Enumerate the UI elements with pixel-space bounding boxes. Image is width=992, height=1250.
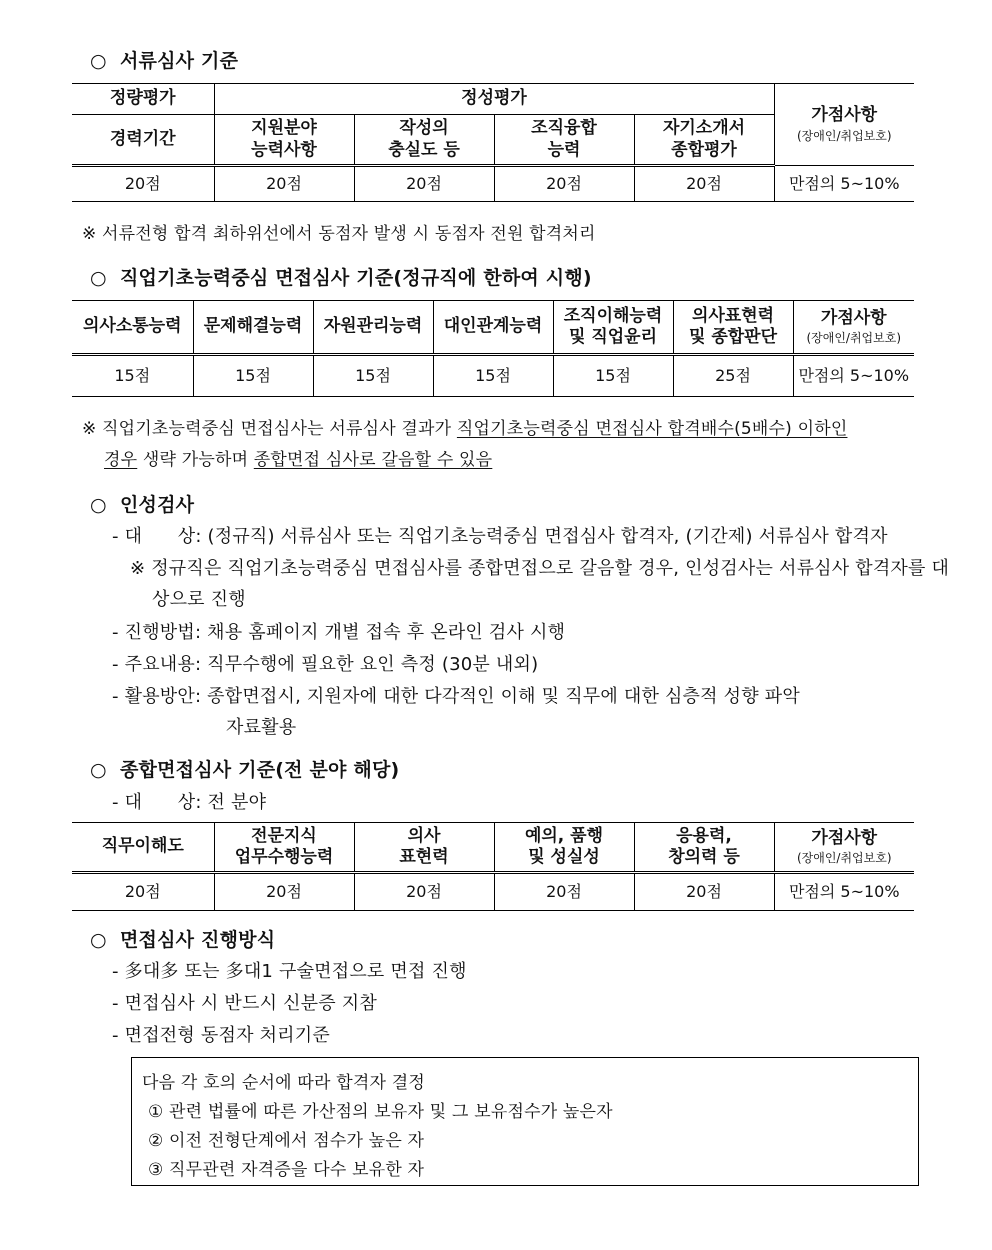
circle-bullet-icon: ○ <box>90 929 107 951</box>
score-cell: 20점 <box>214 873 354 911</box>
header-problem-solving: 문제해결능력 <box>193 301 313 355</box>
personality-target-note1: ※ 정규직은 직업기초능력중심 면접심사를 종합면접으로 갈음할 경우, 인성검사는 서류심사 합격자를 대 <box>130 558 950 579</box>
bonus-score-cell: 만점의 5~10% <box>774 873 914 911</box>
header-resource-mgmt: 자원관리능력 <box>313 301 433 355</box>
header-ability: 지원분야 능력사항 <box>214 115 354 166</box>
ncs-note-line2: 경우 생략 가능하며 종합면접 심사로 갈음할 수 있음 <box>104 450 493 470</box>
bonus-score-cell: 만점의 5~10% <box>793 355 914 397</box>
bonus-score-cell: 만점의 5~10% <box>774 166 914 202</box>
header-career: 경력기간 <box>72 115 214 166</box>
section-heading-general-interview: ○ 종합면접심사 기준(전 분야 해당) <box>90 759 400 781</box>
score-cell: 15점 <box>553 355 673 397</box>
header-bonus: 가점사항 (장애인/취업보호) <box>774 823 914 873</box>
interview-method-item: - 면접심사 시 반드시 신분증 지참 <box>112 993 377 1014</box>
score-cell: 20점 <box>494 873 634 911</box>
ncs-interview-table <box>72 300 914 397</box>
header-fidelity: 작성의 충실도 등 <box>354 115 494 166</box>
section-heading-personality-test: ○ 인성검사 <box>90 494 195 516</box>
tie-break-rule: ① 관련 법률에 따른 가산점의 보유자 및 그 보유점수가 높은자 <box>148 1102 613 1122</box>
header-org-understanding: 조직이해능력 및 직업윤리 <box>553 301 673 355</box>
header-creativity: 응용력, 창의력 등 <box>634 823 774 873</box>
header-manners: 예의, 품행 및 성실성 <box>494 823 634 873</box>
tie-break-rules-box <box>131 1057 919 1186</box>
score-cell: 20점 <box>72 166 214 202</box>
header-expression: 의사 표현력 <box>354 823 494 873</box>
header-org-fit: 조직융합 능력 <box>494 115 634 166</box>
header-self-intro: 자기소개서 종합평가 <box>634 115 774 166</box>
circle-bullet-icon: ○ <box>90 50 107 72</box>
interview-method-item: - 多대多 또는 多대1 구술면접으로 면접 진행 <box>112 961 467 982</box>
score-cell: 20점 <box>634 873 774 911</box>
personality-target-note2: 상으로 진행 <box>152 589 246 610</box>
tie-break-title: 다음 각 호의 순서에 따라 합격자 결정 <box>142 1073 425 1093</box>
header-qualitative: 정성평가 <box>214 84 774 115</box>
personality-content: - 주요내용: 직무수행에 필요한 요인 측정 (30분 내외) <box>112 654 539 675</box>
header-bonus: 가점사항 (장애인/취업보호) <box>793 301 914 355</box>
header-expression: 의사표현력 및 종합판단 <box>673 301 793 355</box>
general-interview-target: - 대 상: 전 분야 <box>112 792 267 813</box>
personality-method: - 진행방법: 채용 홈페이지 개별 접속 후 온라인 검사 시행 <box>112 622 566 643</box>
score-cell: 15점 <box>72 355 193 397</box>
header-bonus: 가점사항 (장애인/취업보호) <box>774 84 914 166</box>
score-cell: 20점 <box>354 873 494 911</box>
score-cell: 15점 <box>193 355 313 397</box>
tie-break-rule: ② 이전 전형단계에서 점수가 높은 자 <box>148 1131 425 1151</box>
score-cell: 20점 <box>214 166 354 202</box>
header-interpersonal: 대인관계능력 <box>433 301 553 355</box>
personality-usage1: - 활용방안: 종합면접시, 지원자에 대한 다각적인 이해 및 직무에 대한 심층적 성향 파악 <box>112 686 800 707</box>
score-cell: 20점 <box>494 166 634 202</box>
score-cell: 25점 <box>673 355 793 397</box>
document-review-table <box>72 83 914 202</box>
section-heading-ncs-interview: ○ 직업기초능력중심 면접심사 기준(정규직에 한하여 시행) <box>90 267 592 289</box>
header-communication: 의사소통능력 <box>72 301 193 355</box>
score-cell: 15점 <box>433 355 553 397</box>
header-job-understanding: 직무이해도 <box>72 823 214 873</box>
score-cell: 20점 <box>354 166 494 202</box>
circle-bullet-icon: ○ <box>90 759 107 781</box>
section-heading-document-review: ○ 서류심사 기준 <box>90 50 239 72</box>
personality-usage2: 자료활용 <box>226 717 297 738</box>
tie-break-rule: ③ 직무관련 자격증을 다수 보유한 자 <box>148 1160 425 1180</box>
circle-bullet-icon: ○ <box>90 267 107 289</box>
circle-bullet-icon: ○ <box>90 494 107 516</box>
personality-target: - 대 상: (정규직) 서류심사 또는 직업기초능력중심 면접심사 합격자, (기간제) 서류심사 합격자 <box>112 526 888 547</box>
general-interview-table <box>72 822 914 911</box>
tie-note: ※ 서류전형 합격 최하위선에서 동점자 발생 시 동점자 전원 합격처리 <box>82 224 596 244</box>
score-cell: 20점 <box>72 873 214 911</box>
score-cell: 15점 <box>313 355 433 397</box>
header-quantitative: 정량평가 <box>72 84 214 115</box>
score-cell: 20점 <box>634 166 774 202</box>
header-expertise: 전문지식 업무수행능력 <box>214 823 354 873</box>
interview-method-item: - 면접전형 동점자 처리기준 <box>112 1025 330 1046</box>
ncs-note-line1: ※ 직업기초능력중심 면접심사는 서류심사 결과가 직업기초능력중심 면접심사 합격배수(5배수) 이하인 <box>82 419 848 439</box>
section-heading-interview-method: ○ 면접심사 진행방식 <box>90 929 276 951</box>
